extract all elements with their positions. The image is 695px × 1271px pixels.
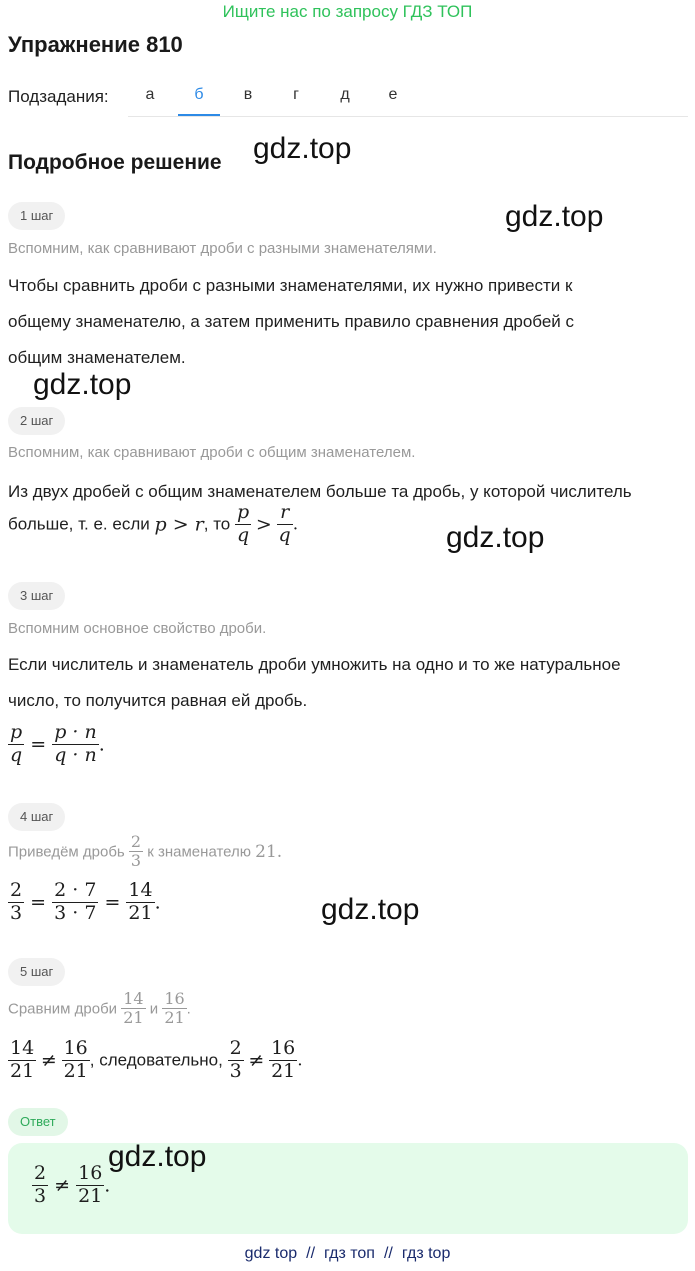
- text-fragment: , следовательно,: [89, 1050, 223, 1070]
- footer-link[interactable]: гдз топ: [324, 1245, 375, 1262]
- footer-separator: //: [306, 1245, 316, 1262]
- numerator: p: [236, 501, 250, 523]
- equals-sign: =: [104, 891, 121, 914]
- denominator: 3: [10, 901, 23, 924]
- denominator: q · n: [54, 743, 97, 766]
- step-badge: 1 шаг: [8, 202, 65, 230]
- watermark: gdz.top: [505, 200, 604, 233]
- numerator: 2 · 7: [54, 879, 97, 901]
- subtasks-tabs: [128, 78, 688, 117]
- tab-e[interactable]: е: [388, 86, 398, 103]
- step-text: Из двух дробей с общим знаменателем больше та дробь, у которой числитель: [8, 482, 632, 501]
- fraction: [277, 502, 293, 547]
- fraction: [8, 1038, 36, 1083]
- footer-link[interactable]: gdz top: [244, 1245, 298, 1262]
- text-fragment: к знаменателю: [147, 843, 251, 861]
- numerator: 2: [34, 1162, 47, 1184]
- math-number: 21.: [255, 841, 283, 862]
- denominator: 21: [63, 1059, 88, 1082]
- text-line: общим знаменателем.: [8, 348, 186, 367]
- denominator: q: [236, 523, 250, 546]
- equals-sign: =: [30, 733, 47, 756]
- tab-d[interactable]: д: [340, 86, 350, 103]
- watermark: gdz.top: [321, 893, 420, 926]
- math-expression: p > r: [154, 513, 204, 536]
- step-text: [8, 268, 688, 376]
- denominator: 21: [78, 1184, 103, 1207]
- numerator: 14: [10, 1037, 35, 1059]
- fraction: [121, 990, 145, 1028]
- step-badge: 3 шаг: [8, 582, 65, 610]
- footer-link[interactable]: гдз top: [401, 1245, 451, 1262]
- numerator: p: [10, 721, 23, 743]
- tab-g[interactable]: г: [293, 86, 299, 103]
- period: .: [186, 1000, 191, 1018]
- reduction-formula: [8, 880, 161, 925]
- text-fragment: Приведём дробь: [8, 843, 125, 861]
- answer-badge: Ответ: [8, 1108, 68, 1136]
- step-hint: Вспомним основное свойство дроби.: [8, 620, 267, 637]
- numerator: 14: [123, 989, 144, 1008]
- text-fragment: Сравним дроби: [8, 1000, 118, 1018]
- numerator: 16: [63, 1037, 88, 1059]
- step-badge: 4 шаг: [8, 803, 65, 831]
- period: .: [292, 514, 299, 535]
- footer-separator: //: [383, 1245, 393, 1262]
- period: .: [98, 733, 105, 756]
- denominator: 21: [10, 1059, 35, 1082]
- not-equal-sign: ≠: [40, 1049, 57, 1072]
- greater-sign: >: [255, 513, 272, 536]
- tab-b[interactable]: б: [178, 86, 220, 116]
- fraction: [269, 1038, 297, 1083]
- numerator: r: [277, 502, 293, 525]
- comparison-result: [8, 1038, 303, 1083]
- denominator: 21: [271, 1059, 296, 1082]
- fraction: [8, 880, 24, 925]
- property-formula: [8, 722, 105, 767]
- denominator: 3 · 7: [54, 901, 97, 924]
- fraction: [52, 722, 99, 767]
- subtasks-label: Подзадания:: [8, 87, 109, 106]
- fraction: [129, 833, 143, 871]
- comparison-rule: [8, 502, 298, 547]
- fraction: [235, 502, 251, 547]
- denominator: q: [278, 523, 291, 546]
- denominator: 3: [130, 851, 142, 871]
- fraction: [228, 1038, 244, 1083]
- step-hint: Вспомним, как сравнивают дроби с разными знаменателями.: [8, 240, 437, 257]
- text-line: Чтобы сравнить дроби с разными знаменателями, их нужно привести к: [8, 276, 573, 295]
- fraction: [162, 990, 186, 1028]
- fraction: [52, 880, 98, 925]
- denominator: q: [10, 743, 23, 766]
- denominator: 21: [164, 1008, 185, 1028]
- solution-heading: Подробное решение: [8, 151, 222, 174]
- numerator: 2: [10, 879, 23, 901]
- denominator: 21: [128, 901, 153, 924]
- tab-v[interactable]: в: [243, 86, 253, 103]
- step-hint: [8, 833, 282, 871]
- tab-a[interactable]: а: [145, 86, 155, 103]
- period: .: [297, 1050, 303, 1071]
- numerator: 2: [130, 832, 142, 851]
- numerator: 16: [78, 1162, 103, 1184]
- watermark: gdz.top: [446, 521, 545, 554]
- fraction: [76, 1163, 104, 1208]
- step-hint: Вспомним, как сравнивают дроби с общим знаменателем.: [8, 444, 416, 461]
- watermark: gdz.top: [108, 1140, 207, 1173]
- step-hint: [8, 990, 191, 1028]
- fraction: [126, 880, 154, 925]
- text-fragment: и: [149, 1000, 159, 1018]
- step-badge: 2 шаг: [8, 407, 65, 435]
- equals-sign: =: [30, 891, 47, 914]
- denominator: 3: [34, 1184, 47, 1207]
- footer-links: [0, 1245, 695, 1263]
- numerator: 14: [128, 879, 153, 901]
- step-text: [8, 647, 688, 719]
- text-line: число, то получится равная ей дробь.: [8, 691, 308, 710]
- fraction: [8, 722, 24, 767]
- step-badge: 5 шаг: [8, 958, 65, 986]
- watermark: gdz.top: [253, 132, 352, 165]
- period: .: [104, 1174, 111, 1197]
- fraction: [62, 1038, 90, 1083]
- denominator: 3: [229, 1059, 242, 1082]
- numerator: p · n: [54, 721, 97, 743]
- watermark: gdz.top: [33, 368, 132, 401]
- numerator: 16: [164, 989, 185, 1008]
- page-title: Упражнение 810: [8, 32, 183, 57]
- fraction: [32, 1163, 48, 1208]
- numerator: 16: [271, 1037, 296, 1059]
- denominator: 21: [123, 1008, 144, 1028]
- period: .: [154, 891, 161, 914]
- text-line: Если числитель и знаменатель дроби умножить на одно и то же натуральное: [8, 655, 621, 674]
- not-equal-sign: ≠: [248, 1049, 265, 1072]
- text-fragment: больше, т. е. если: [8, 514, 150, 534]
- text-line: общему знаменателю, а затем применить правило сравнения дробей с: [8, 312, 575, 331]
- answer-formula: [32, 1163, 110, 1208]
- search-banner[interactable]: Ищите нас по запросу ГДЗ ТОП: [222, 2, 473, 21]
- numerator: 2: [229, 1037, 242, 1059]
- not-equal-sign: ≠: [54, 1174, 71, 1197]
- text-fragment: , то: [203, 514, 231, 534]
